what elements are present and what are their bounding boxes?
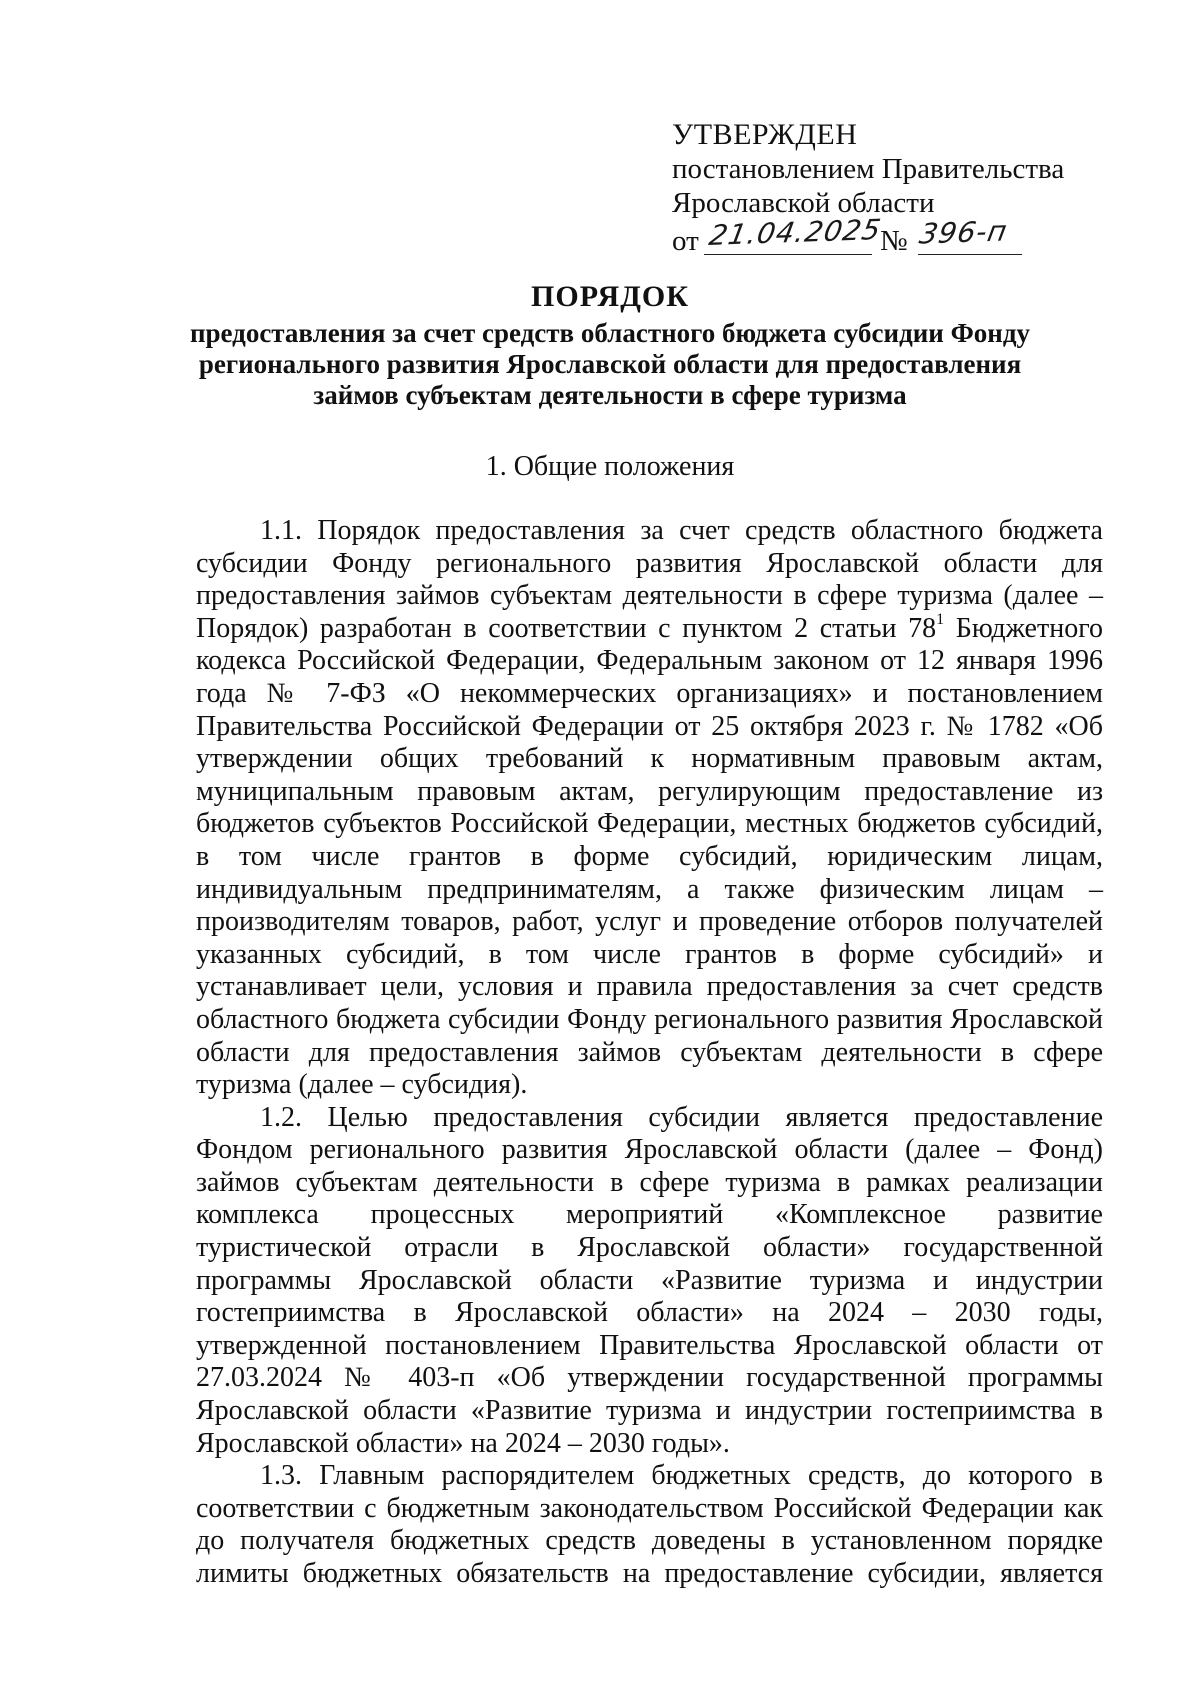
approval-stamp xyxy=(672,118,1092,260)
paragraph-1-1-part-1: 1.1. Порядок предоставления за счет средств областного бюджета субсидии Фонду регионального развития Ярославской области для предоставления займов субъектам деятельности в сфере туризма (далее – Порядок) разработан в соответствии с пунктом 2 статьи 78 xyxy=(196,515,1103,644)
approval-line-1: постановлением Правительства xyxy=(672,153,1065,185)
paragraph-1-2: 1.2. Целью предоставления субсидии является предоставление Фондом регионального развития Ярославской области (далее – Фонд) займов субъектам деятельности в сфере туризма в рамках реализации комплекса процессных мероприятий «Комплексное развитие туристической отрасли в Ярославской области» государственной программы Ярославской области «Развитие туризма и индустрии гостеприимства в Ярославской области» на 2024 – 2030 годы, утвержденной постановлением Правительства Ярославской области от 27.03.2024 № 403-п «Об утверждении государственной программы Ярославской области «Развитие туризма и индустрии гостеприимства в Ярославской области» на 2024 – 2030 годы». xyxy=(196,1101,1103,1459)
approved-label: УТВЕРЖДЕН xyxy=(672,118,858,151)
document-title xyxy=(170,278,1050,411)
paragraph-1-1 xyxy=(196,515,1103,1102)
approval-line-2: Ярославской области xyxy=(672,187,935,219)
article-superscript: 1 xyxy=(936,611,945,629)
handwritten-date: 21.04.2025 xyxy=(706,213,884,252)
title-main: ПОРЯДОК xyxy=(531,280,689,313)
paragraph-1-3: 1.3. Главным распорядителем бюджетных средств, до которого в соответствии с бюджетным законодательством Российской Федерации как до получателя бюджетных средств доведены в установленном порядке лимиты бюджетных обязательств на предоставление субсидии, является xyxy=(196,1460,1103,1589)
number-sign: № xyxy=(880,225,908,257)
approval-reference xyxy=(672,213,1092,260)
handwritten-number: 396-п xyxy=(916,214,1011,251)
date-prefix: от xyxy=(672,225,699,257)
section-heading: 1. Общие положения xyxy=(485,451,735,482)
paragraph-1-1-part-2: Бюджетного кодекса Российской Федерации, Федеральным законом от 12 января 1996 года № 7-ФЗ «О некоммерческих организациях» и постановлением Правительства Российской Федерации от 25 октября 2023 г. № 1782 «Об утверждении общих требований к нормативным правовым актам, муниципальным правовым актам, регулирующим предоставление из бюджетов субъектов Российской Федерации, местных бюджетов субсидий, в том числе грантов в форме субсидий, юридическим лицам, индивидуальным предпринимателям, а также физическим лицам – производителям товаров, работ, услуг и проведение отборов получателей указанных субсидий, в том числе грантов в форме субсидий» и устанавливает цели, условия и правила предоставления за счет средств областного бюджета субсидии Фонду регионального развития Ярославской области для предоставления займов субъектам деятельности в сфере туризма (далее – субсидия). xyxy=(196,612,1103,1101)
title-subtitle: предоставления за счет средств областного бюджета субсидии Фонду регионального развития Ярославской области для предоставления займов субъектам деятельности в сфере туризма xyxy=(189,318,1031,410)
body-text xyxy=(196,515,1103,1591)
